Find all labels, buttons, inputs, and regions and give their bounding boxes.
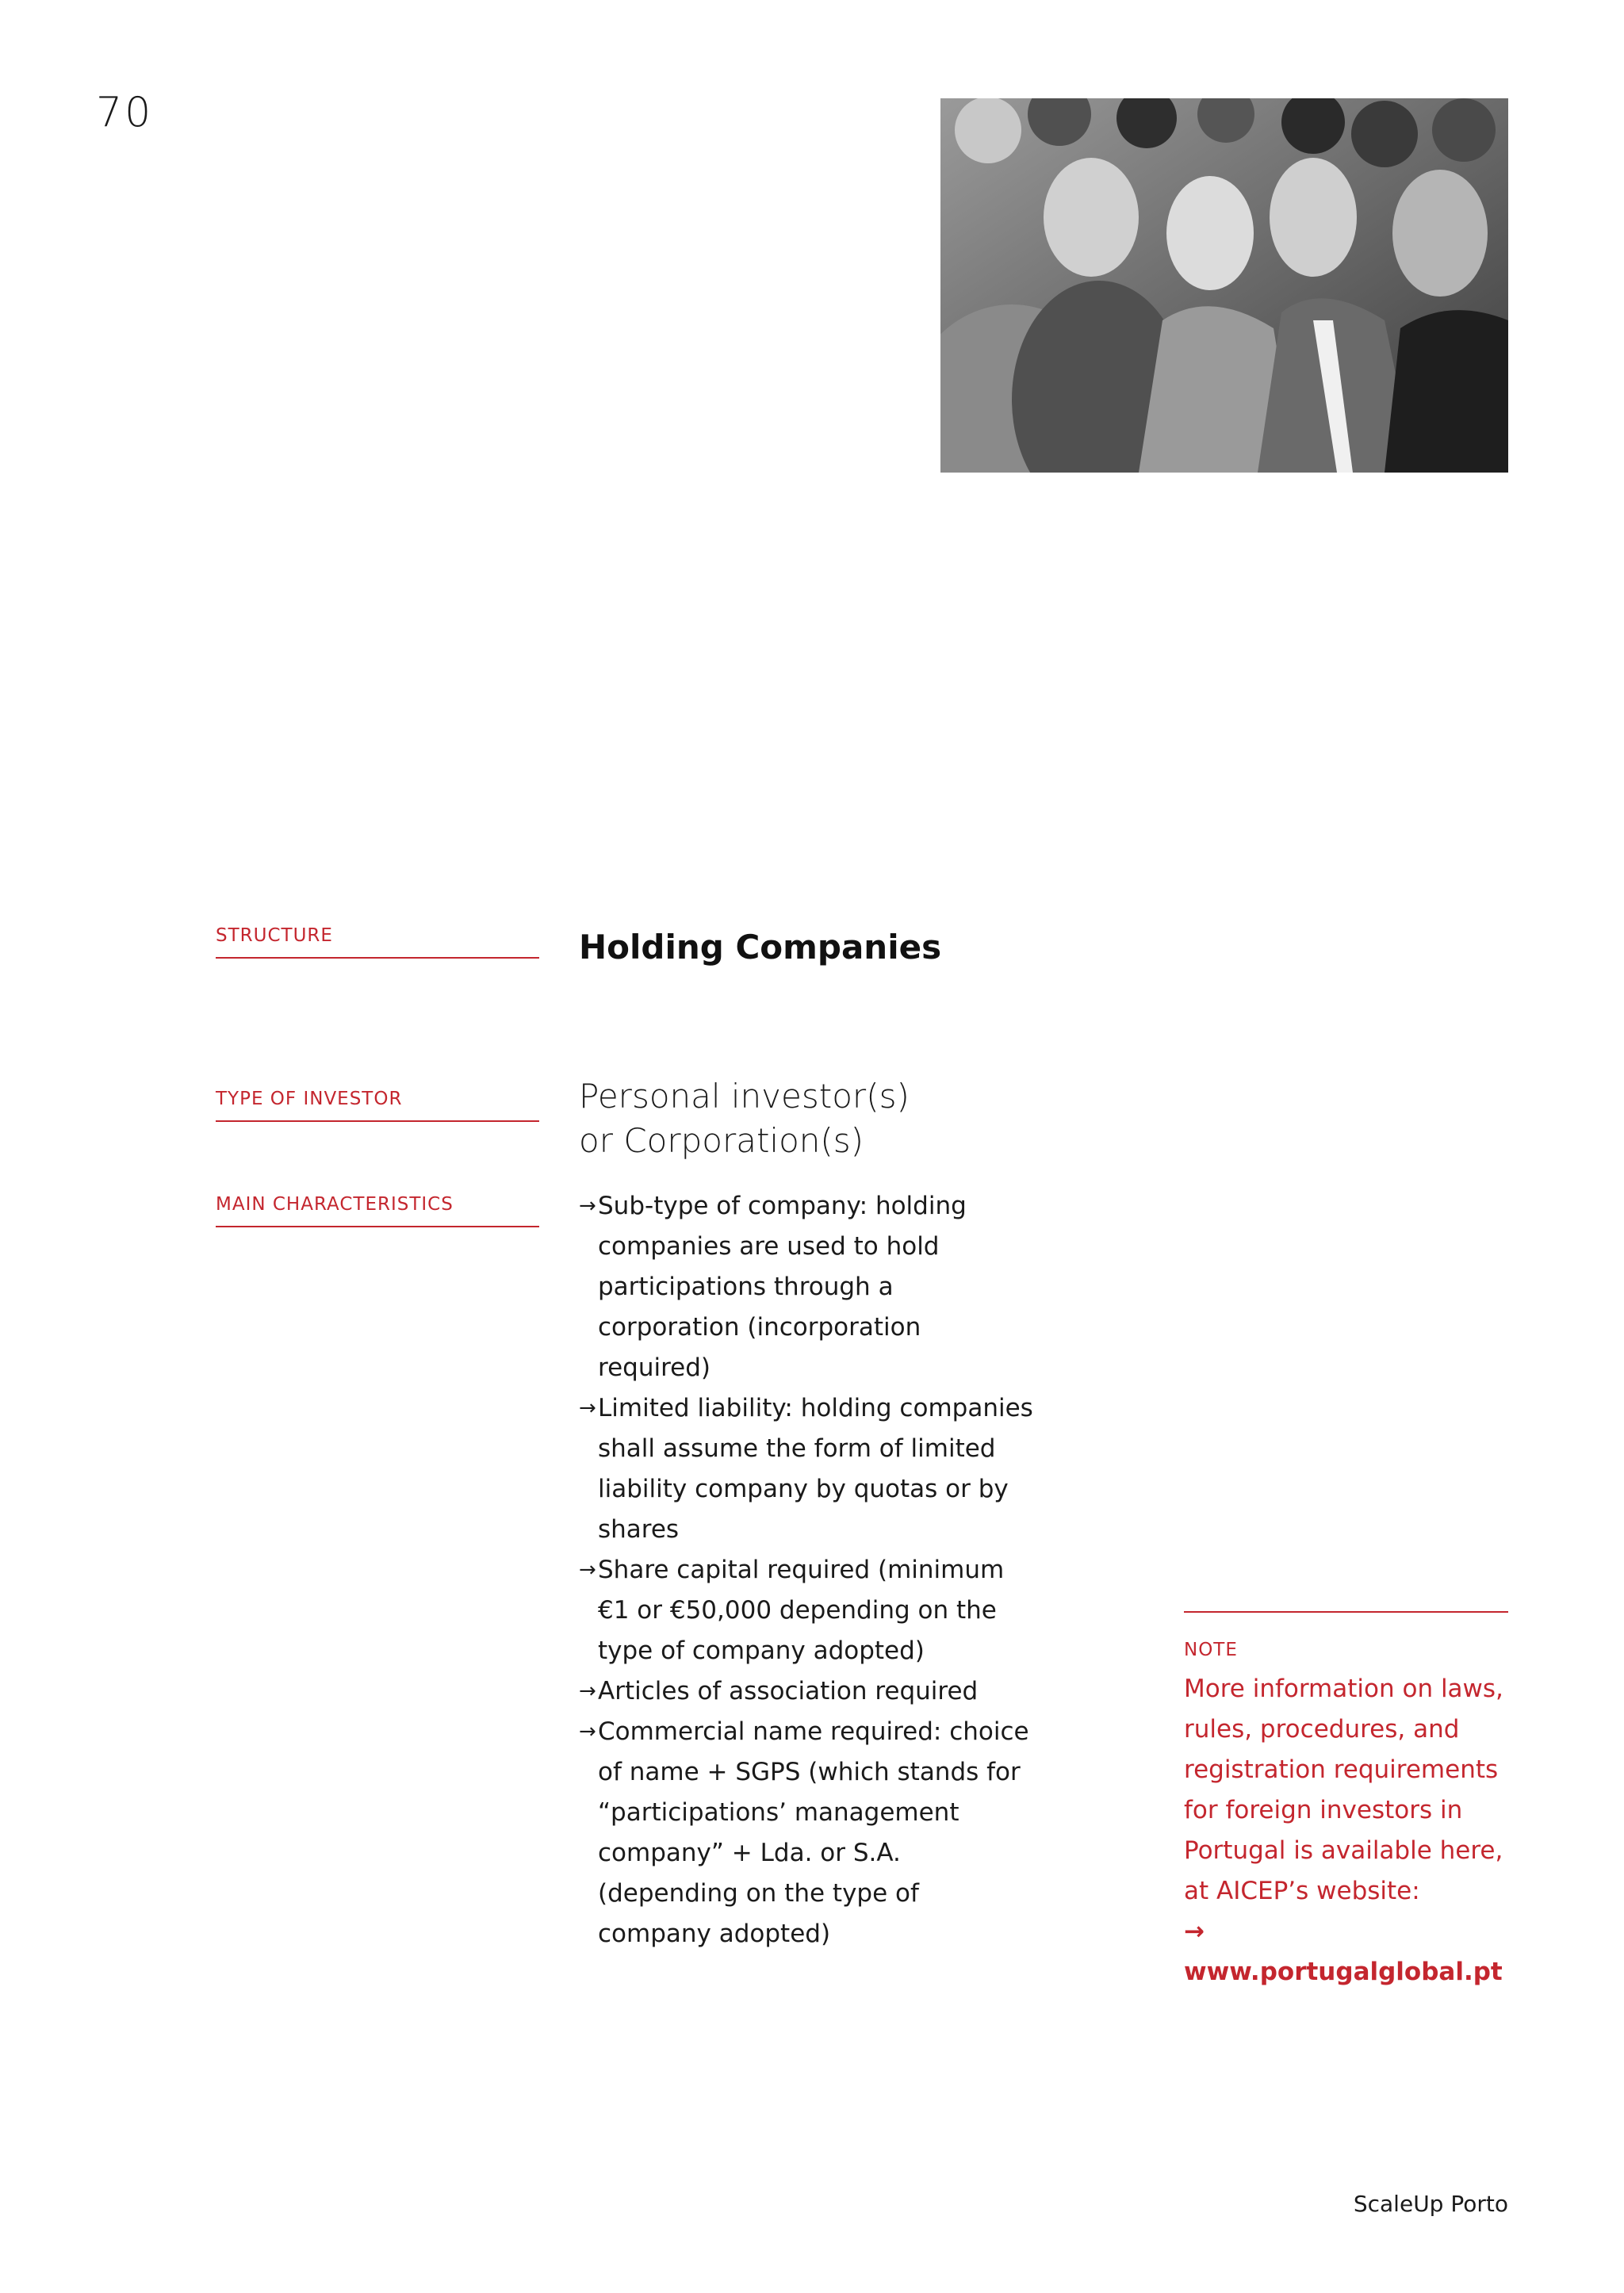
investor-type-value <box>579 1074 1023 1163</box>
arrow-icon: → <box>579 1558 596 1582</box>
page-number: 70 <box>96 89 154 136</box>
audience-photo-image <box>940 98 1508 473</box>
arrow-icon: → <box>579 1679 596 1703</box>
note-label: NOTE <box>1184 1640 1238 1660</box>
website-link[interactable]: → www.portugalglobal.pt <box>1184 1917 1503 1986</box>
list-item: → Sub-type of company: holding companies are used to hold participations through a corporation (incorporation required) <box>579 1186 1039 1388</box>
investor-line-1: Personal investor(s) <box>579 1077 910 1116</box>
arrow-icon: → <box>579 1194 596 1218</box>
arrow-icon: → <box>579 1396 596 1420</box>
arrow-icon: → <box>579 1720 596 1744</box>
audience-photo <box>940 98 1508 473</box>
type-of-investor-label: TYPE OF INVESTOR <box>216 1089 539 1122</box>
note-divider <box>1184 1611 1508 1613</box>
note-text: More information on laws, rules, procedures, and registration requirements for foreign investors in Portugal is available here, at AICEP’s website: <box>1184 1675 1503 1905</box>
footer-brand: ScaleUp Porto <box>1353 2191 1508 2217</box>
structure-label: STRUCTURE <box>216 925 539 959</box>
characteristics-list <box>579 1186 1039 1954</box>
list-item: → Share capital required (minimum €1 or €50,000 depending on the type of company adopted) <box>579 1550 1039 1671</box>
investor-line-2: or Corporation(s) <box>579 1121 864 1160</box>
list-item: → Commercial name required: choice of name + SGPS (which stands for “participations’ management company” + Lda. or S.A. (depending on the type of company adopted) <box>579 1712 1039 1954</box>
main-characteristics-label: MAIN CHARACTERISTICS <box>216 1194 539 1227</box>
list-item: → Limited liability: holding companies shall assume the form of limited liability company by quotas or by shares <box>579 1388 1039 1550</box>
list-item: → Articles of association required <box>579 1671 1039 1712</box>
note-box <box>1184 1669 1517 1992</box>
structure-value: Holding Companies <box>579 928 942 967</box>
